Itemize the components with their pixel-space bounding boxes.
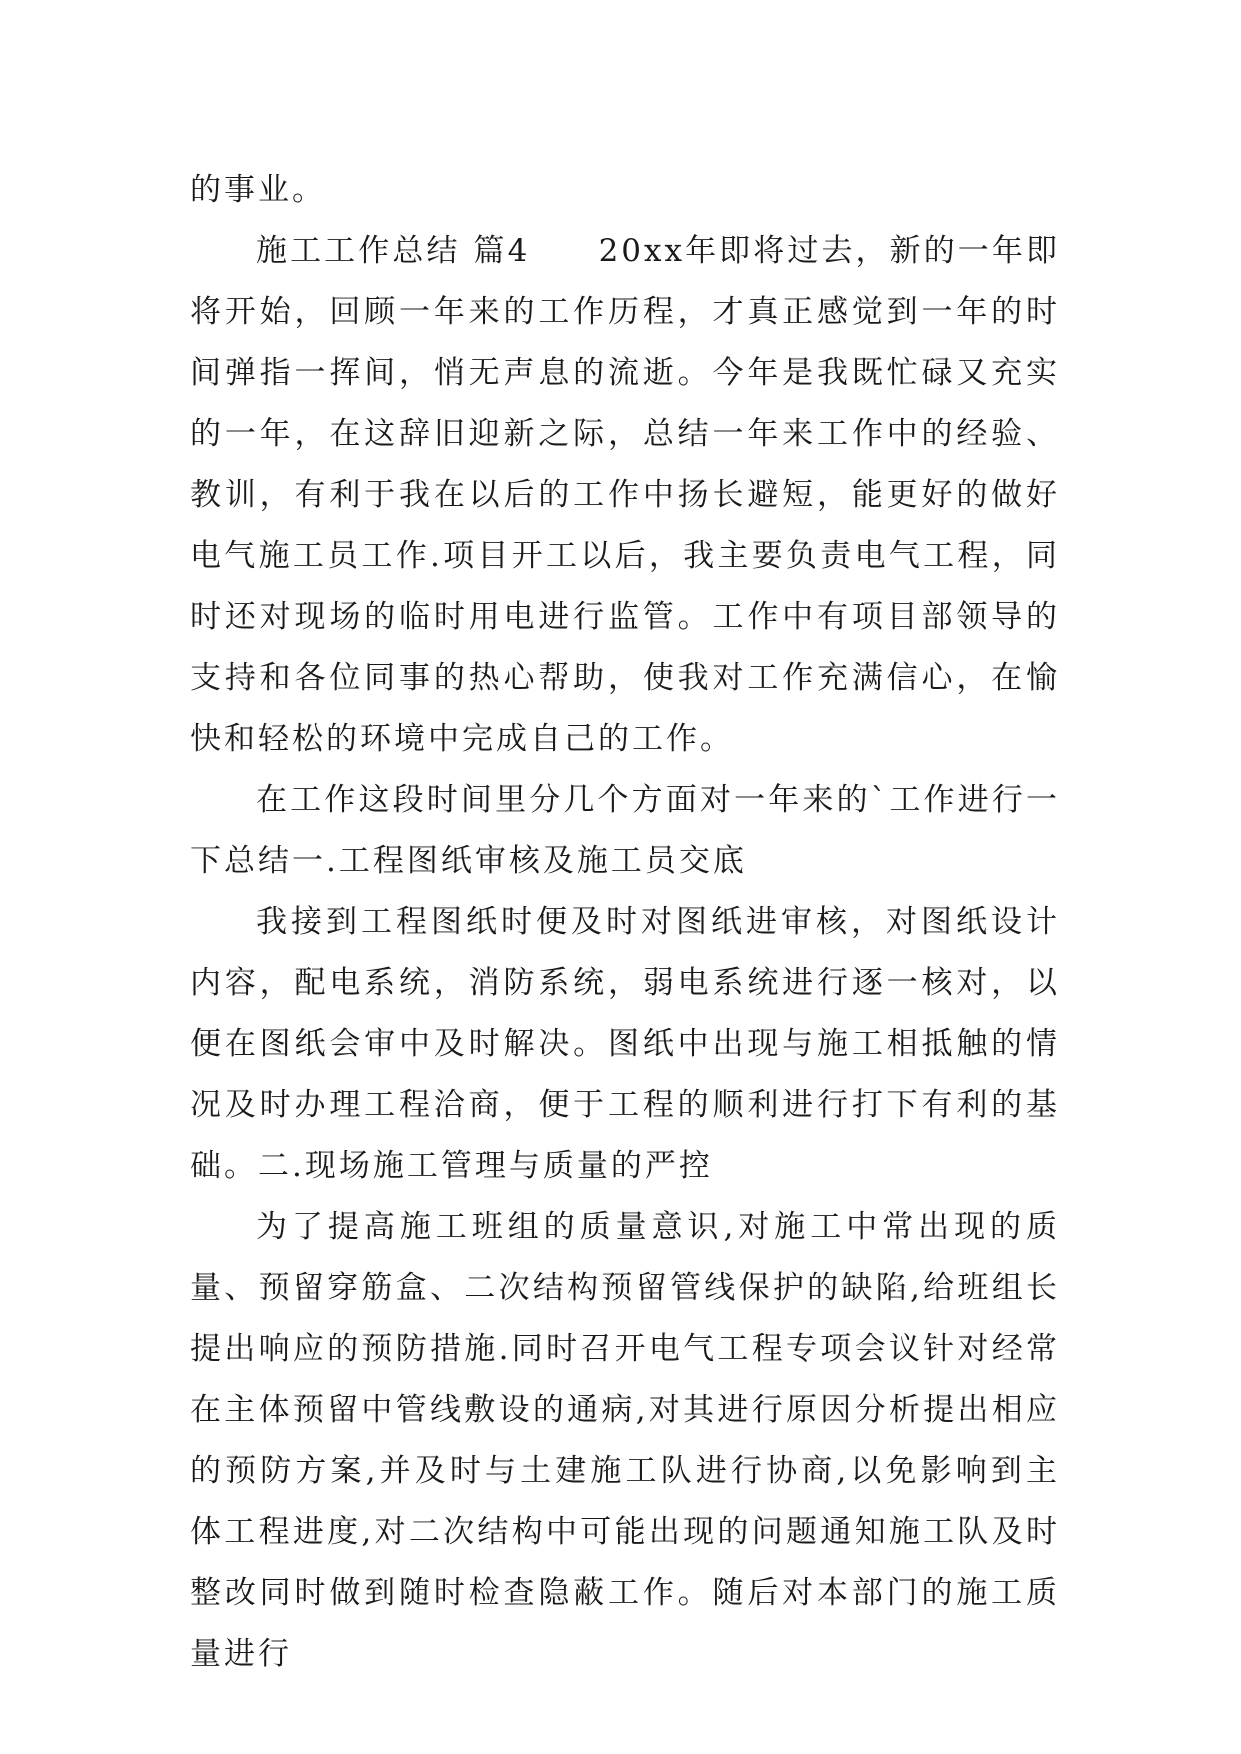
paragraph-intro: 施工工作总结 篇4 20xx年即将过去，新的一年即将开始，回顾一年来的工作历程，才真正感觉到一年的时间弹指一挥间，悄无声息的流逝。今年是我既忙碌又充实的一年，在这辞旧迎新之际，总结一年来工作中的经验、教训，有利于我在以后的工作中扬长避短，能更好的做好电气施工员工作.项目开工以后，我主要负责电气工程，同时还对现场的临时用电进行监管。工作中有项目部领导的支持和各位同事的热心帮助，使我对工作充满信心，在愉快和轻松的环境中完成自己的工作。 xyxy=(190,233,1060,757)
document-body xyxy=(190,160,1060,1685)
paragraph-drawing-review: 我接到工程图纸时便及时对图纸进审核，对图纸设计内容，配电系统，消防系统，弱电系统进行逐一核对，以便在图纸会审中及时解决。图纸中出现与施工相抵触的情况及时办理工程洽商，便于工程的顺利进行打下有利的基础。二.现场施工管理与质量的严控 xyxy=(190,904,1060,1184)
paragraph-quality-control: 为了提高施工班组的质量意识,对施工中常出现的质量、预留穿筋盒、二次结构预留管线保护的缺陷,给班组长提出响应的预防措施.同时召开电气工程专项会议针对经常在主体预留中管线敷设的通病,对其进行原因分析提出相应的预防方案,并及时与土建施工队进行协商,以免影响到主体工程进度,对二次结构中可能出现的问题通知施工队及时整改同时做到随时检查隐蔽工作。随后对本部门的施工质量进行 xyxy=(190,1209,1060,1672)
paragraph-summary-heading: 在工作这段时间里分几个方面对一年来的`工作进行一下总结一.工程图纸审核及施工员交底 xyxy=(190,782,1060,879)
paragraph-continuation: 的事业。 xyxy=(190,172,326,208)
